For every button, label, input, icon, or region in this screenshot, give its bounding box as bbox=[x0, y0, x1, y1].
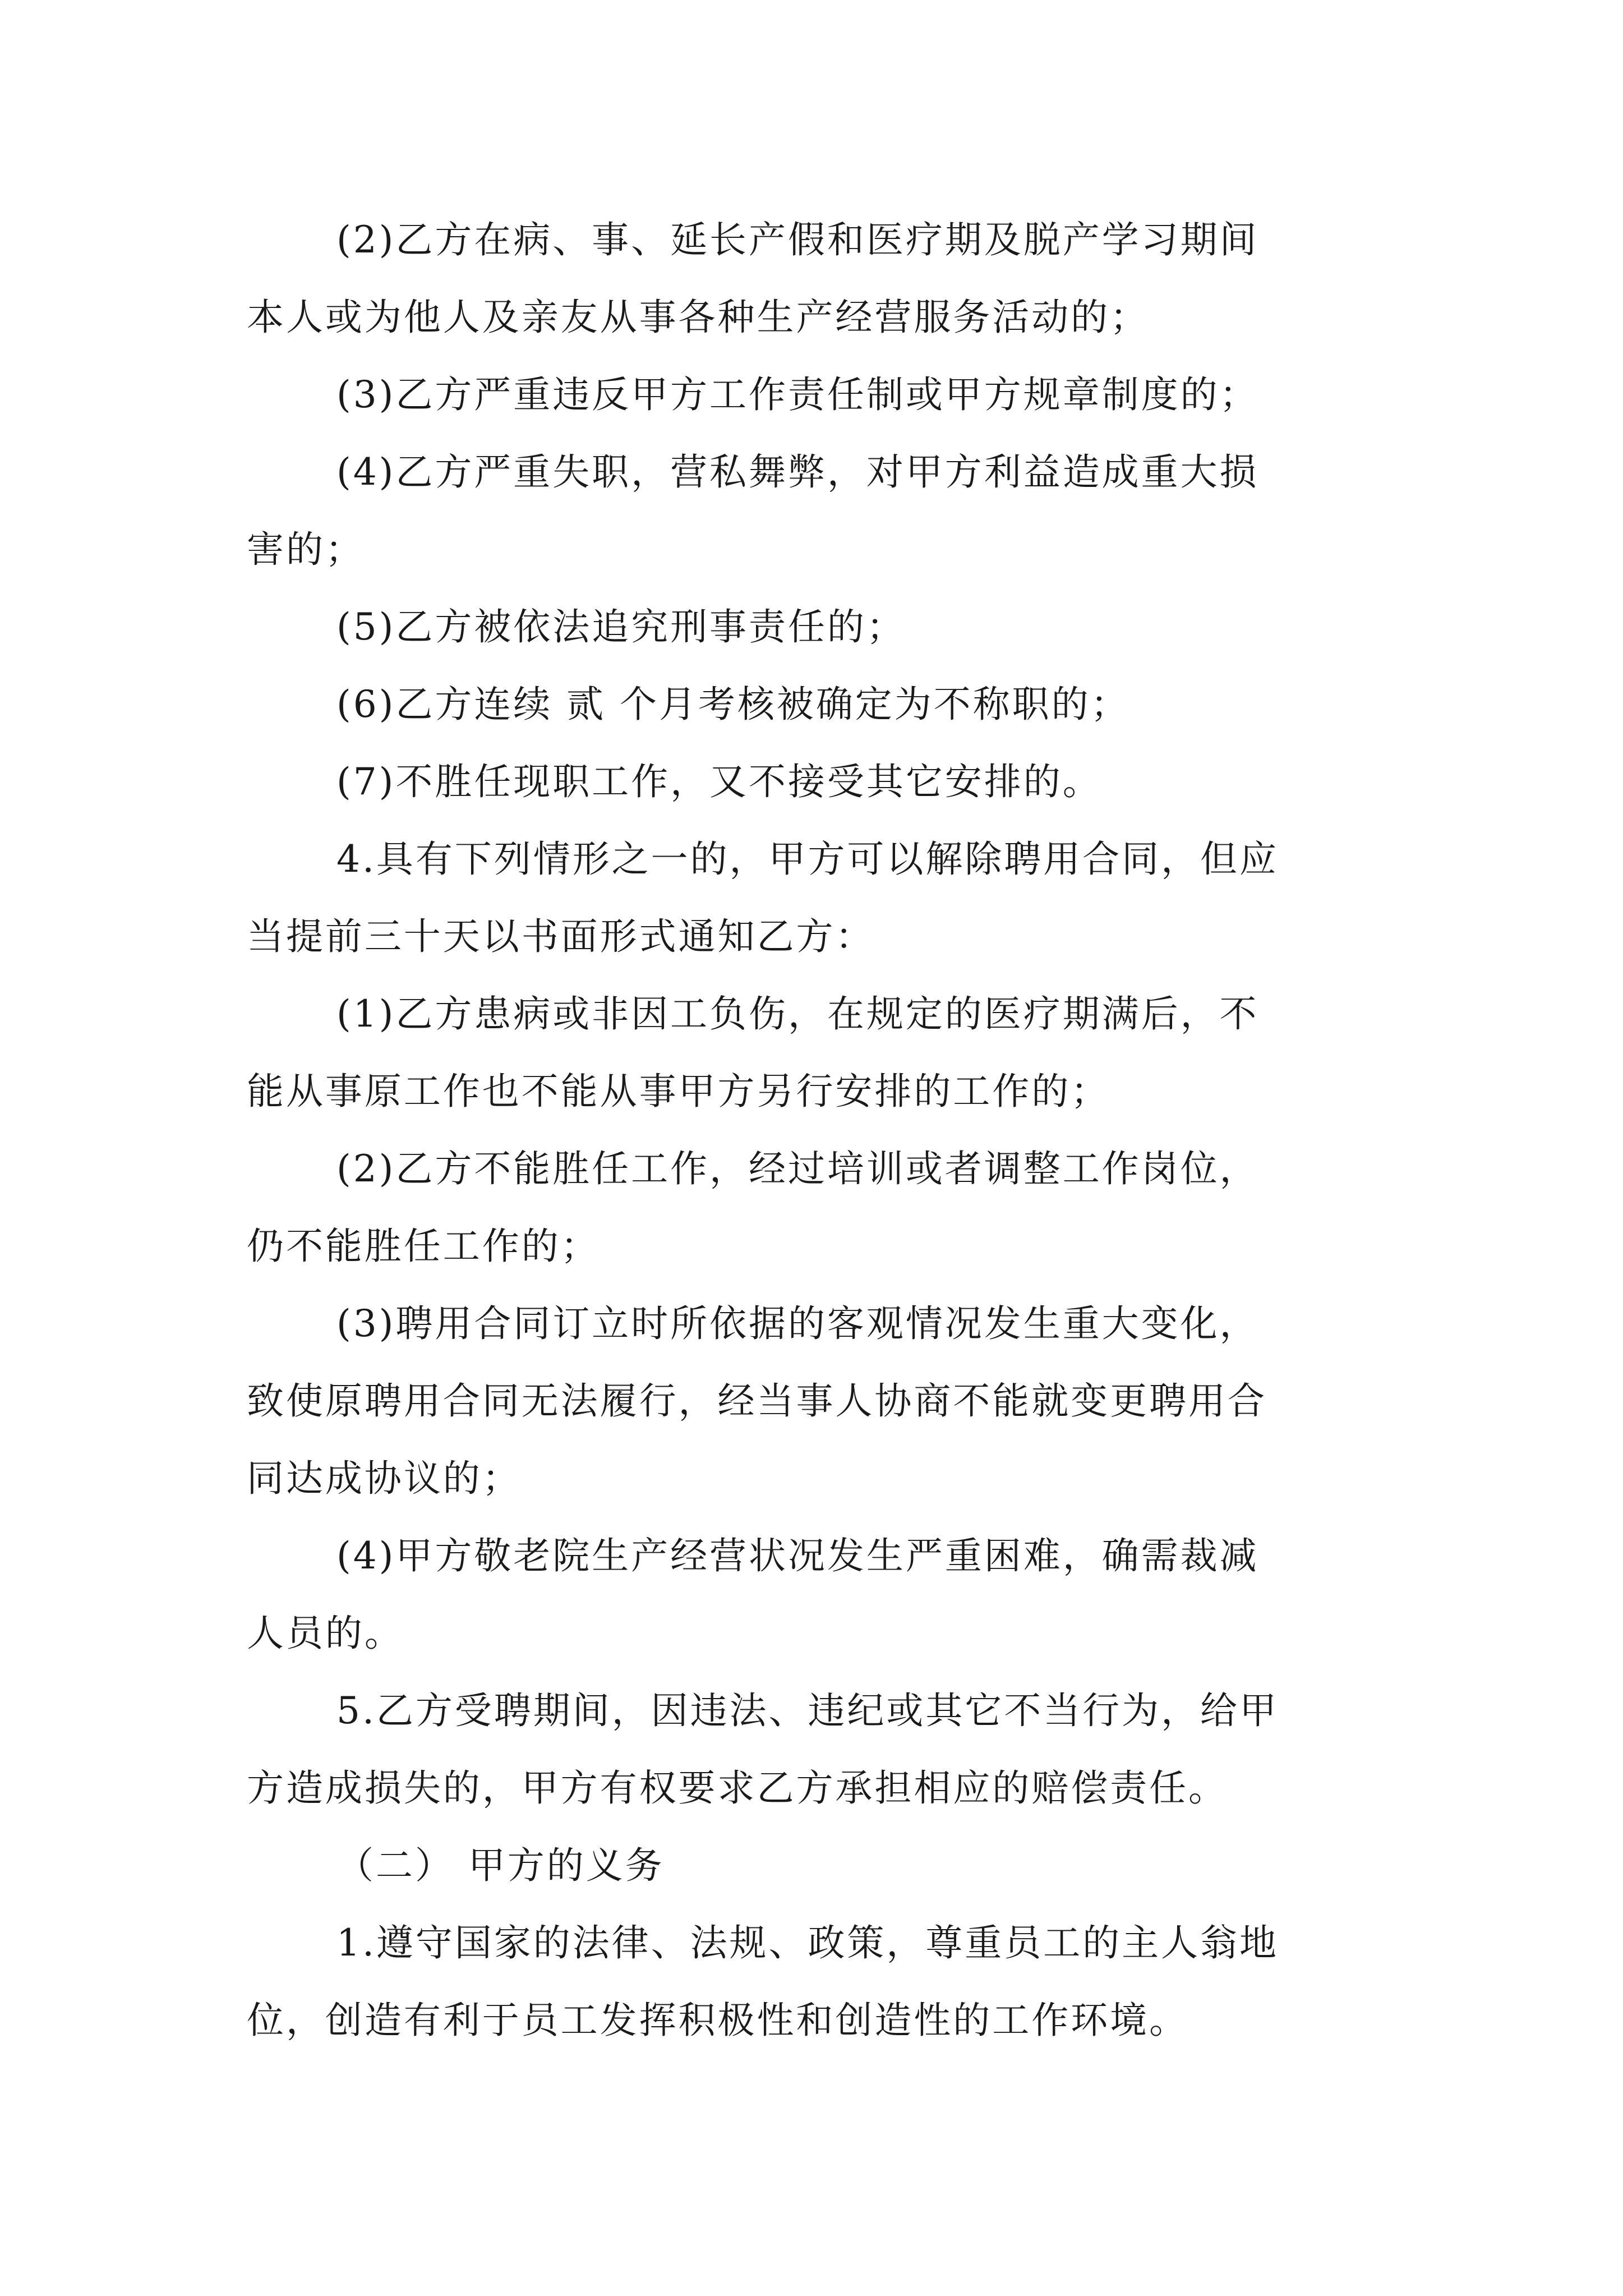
paragraph-line: 位，创造有利于员工发挥积极性和创造性的工作环境。 bbox=[247, 1999, 1189, 2042]
paragraph-line: 人员的。 bbox=[247, 1612, 404, 1655]
paragraph-line: 同达成协议的； bbox=[247, 1457, 522, 1500]
paragraph-line: 能从事原工作也不能从事甲方另行安排的工作的； bbox=[247, 1070, 1110, 1113]
paragraph-line: 害的； bbox=[247, 528, 365, 571]
paragraph-line: 当提前三十天以书面形式通知乙方： bbox=[247, 915, 875, 958]
paragraph-line: 1.遵守国家的法律、法规、政策，尊重员工的主人翁地 bbox=[336, 1921, 1279, 1964]
paragraph-line: 仍不能胜任工作的； bbox=[247, 1225, 600, 1268]
paragraph-line: 致使原聘用合同无法履行，经当事人协商不能就变更聘用合 bbox=[247, 1379, 1267, 1423]
paragraph-line: (7)不胜任现职工作，又不接受其它安排的。 bbox=[336, 760, 1102, 803]
section-heading: （二） 甲方的义务 bbox=[336, 1844, 665, 1887]
paragraph-line: (5)乙方被依法追究刑事责任的； bbox=[336, 605, 906, 648]
paragraph-line: (4)甲方敬老院生产经营状况发生严重困难，确需裁减 bbox=[336, 1534, 1259, 1577]
paragraph-line: 方造成损失的，甲方有权要求乙方承担相应的赔偿责任。 bbox=[247, 1766, 1228, 1810]
paragraph-line: (2)乙方在病、事、延长产假和医疗期及脱产学习期间 bbox=[336, 218, 1259, 261]
paragraph-line: (2)乙方不能胜任工作，经过培训或者调整工作岗位， bbox=[336, 1147, 1259, 1190]
paragraph-line: (3)乙方严重违反甲方工作责任制或甲方规章制度的； bbox=[336, 373, 1259, 416]
paragraph-line: 5.乙方受聘期间，因违法、违纪或其它不当行为，给甲 bbox=[336, 1689, 1279, 1732]
paragraph-line: (1)乙方患病或非因工负伤，在规定的医疗期满后，不 bbox=[336, 992, 1259, 1036]
paragraph-line: 本人或为他人及亲友从事各种生产经营服务活动的； bbox=[247, 296, 1150, 339]
paragraph-line: (3)聘用合同订立时所依据的客观情况发生重大变化， bbox=[336, 1302, 1259, 1345]
paragraph-line: 4.具有下列情形之一的，甲方可以解除聘用合同，但应 bbox=[336, 838, 1279, 881]
paragraph-line: (4)乙方严重失职，营私舞弊，对甲方利益造成重大损 bbox=[336, 450, 1259, 494]
paragraph-line: (6)乙方连续 贰 个月考核被确定为不称职的； bbox=[336, 683, 1130, 726]
